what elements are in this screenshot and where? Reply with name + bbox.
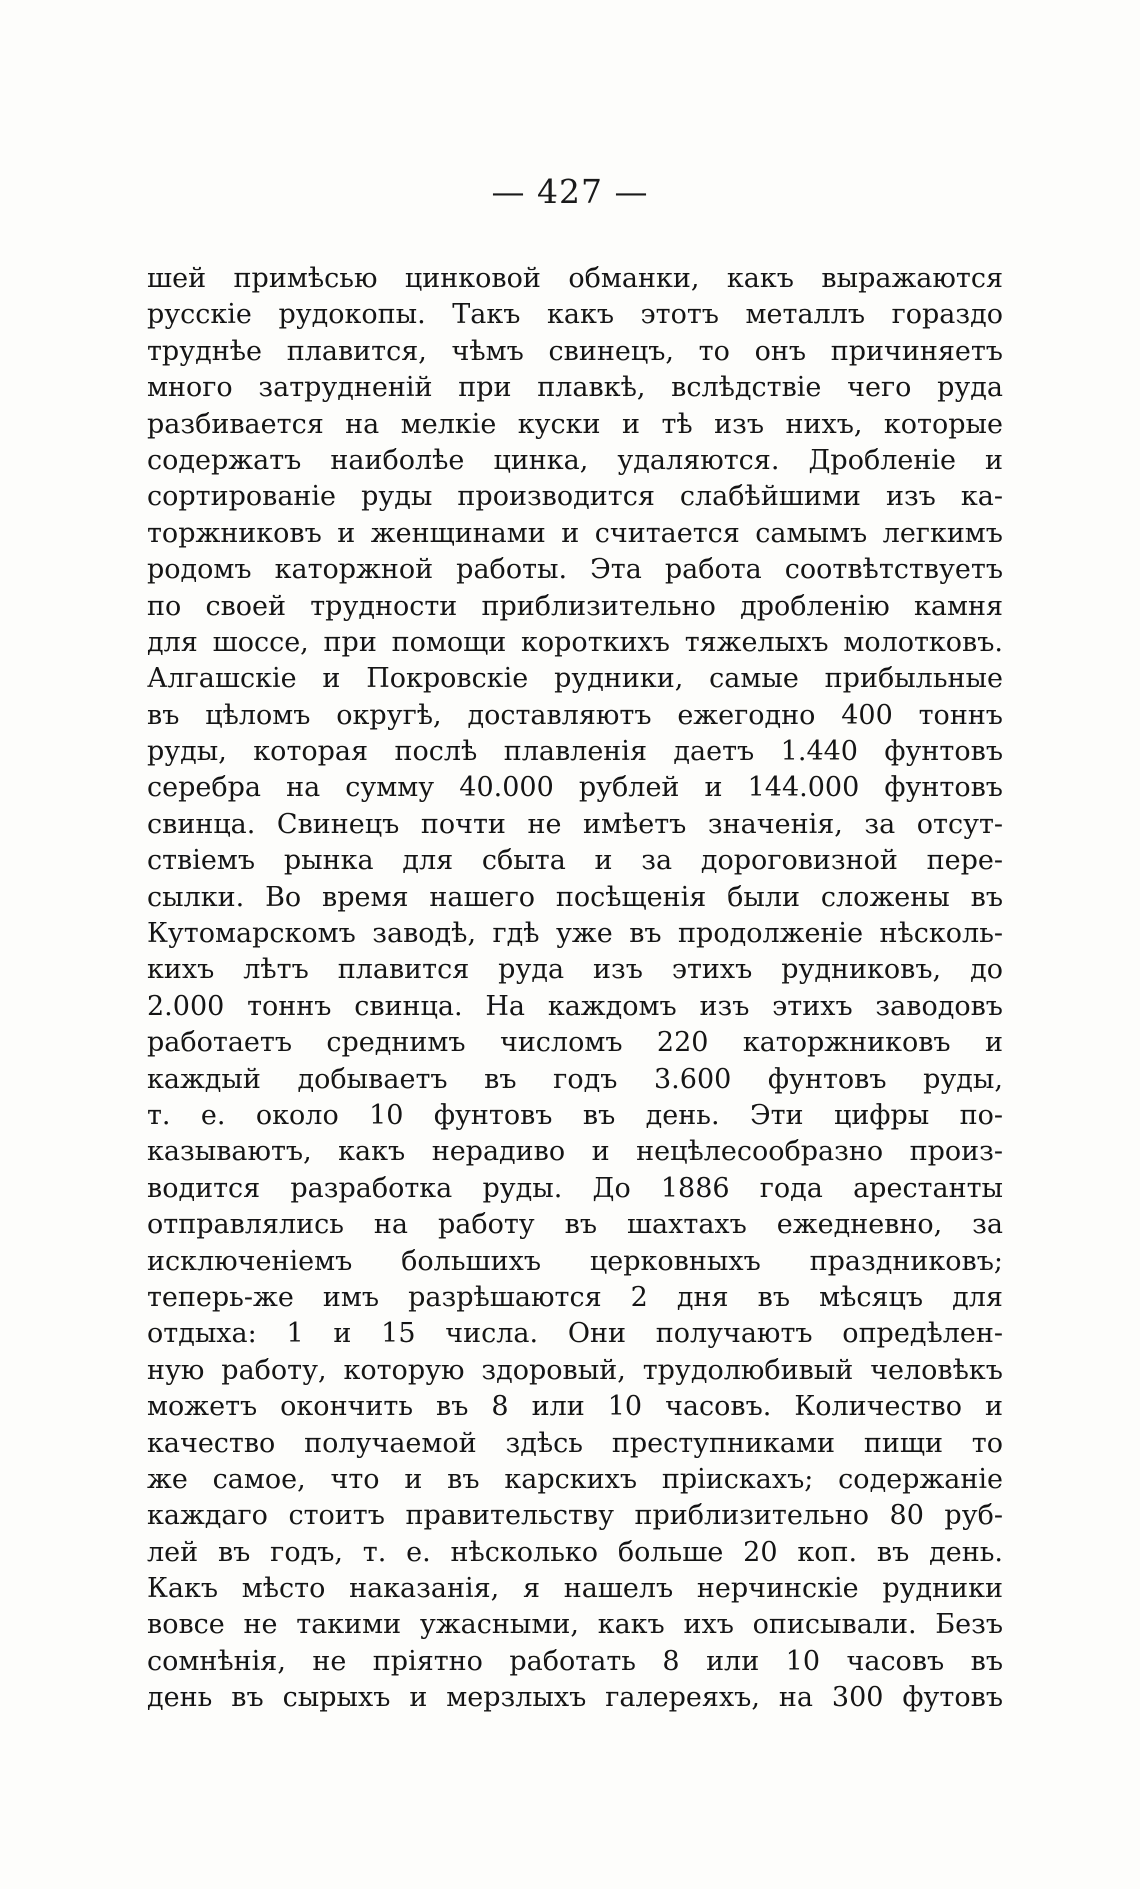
text-line: качество получаемой здѣсь преступниками пищи то [147,1427,1003,1459]
text-line: сортированіе руды производится слабѣйшими изъ ка- [147,481,1003,513]
text-line: вовсе не такими ужасными, какъ ихъ описывали. Безъ [147,1609,1003,1641]
text-line: можетъ окончить въ 8 или 10 часовъ. Количество и [147,1391,1003,1423]
text-line: русскіе рудокопы. Такъ какъ этотъ металлъ гораздо [147,299,1003,331]
text-line: много затрудненій при плавкѣ, вслѣдствіе чего руда [147,372,1003,404]
text-line: ствіемъ рынка для сбыта и за дороговизной пере- [147,845,1003,877]
text-line: день въ сырыхъ и мерзлыхъ галереяхъ, на 300 футовъ [147,1682,1003,1714]
text-line: разбивается на мелкіе куски и тѣ изъ нихъ, которые [147,408,1003,440]
text-line: 2.000 тоннъ свинца. На каждомъ изъ этихъ заводовъ [147,990,1003,1022]
text-line: шей примѣсью цинковой обманки, какъ выражаются [147,263,1003,294]
text-line: въ цѣломъ округѣ, доставляютъ ежегодно 400 тоннъ [147,699,1003,731]
text-line: водится разработка руды. До 1886 года арестанты [147,1172,1003,1204]
text-line: свинца. Свинецъ почти не имѣетъ значенія, за отсут- [147,808,1003,840]
text-line: Алгашскіе и Покровскіе рудники, самые прибыльные [147,663,1003,695]
text-line: исключеніемъ большихъ церковныхъ праздниковъ; [147,1245,1003,1277]
text-line: по своей трудности приблизительно дробленію камня [147,590,1003,622]
text-line: т. е. около 10 фунтовъ въ день. Эти цифры по- [147,1099,1003,1131]
text-line: труднѣе плавится, чѣмъ свинецъ, то онъ причиняетъ [147,335,1003,367]
text-line: сылки. Во время нашего посѣщенія были сложены въ [147,881,1003,913]
text-line: казываютъ, какъ нерадиво и нецѣлесообразно произ- [147,1136,1003,1168]
text-line: серебра на сумму 40.000 рублей и 144.000 фунтовъ [147,772,1003,804]
text-line: теперь-же имъ разрѣшаются 2 дня въ мѣсяцъ для [147,1281,1003,1313]
text-line: отправлялись на работу въ шахтахъ ежедневно, за [147,1209,1003,1241]
text-line: отдыха: 1 и 15 числа. Они получаютъ опредѣлен- [147,1318,1003,1350]
text-line: родомъ каторжной работы. Эта работа соотвѣтствуетъ [147,554,1003,586]
text-line: сомнѣнія, не пріятно работать 8 или 10 часовъ въ [147,1645,1003,1677]
text-line: Кутомарскомъ заводѣ, гдѣ уже въ продолженіе нѣсколь- [147,918,1003,950]
page-number: — 427 — [491,172,649,211]
text-line: для шоссе, при помощи короткихъ тяжелыхъ молотковъ. [147,626,1003,658]
text-line: лей въ годъ, т. е. нѣсколько больше 20 коп. въ день. [147,1536,1003,1568]
text-line: кихъ лѣтъ плавится руда изъ этихъ рудниковъ, до [147,954,1003,986]
text-line: содержатъ наиболѣе цинка, удаляются. Дробленіе и [147,444,1003,476]
text-line: каждаго стоитъ правительству приблизительно 80 руб- [147,1500,1003,1532]
text-line: каждый добываетъ въ годъ 3.600 фунтовъ руды, [147,1063,1003,1095]
body-text [147,261,1003,1717]
text-line: ную работу, которую здоровый, трудолюбивый человѣкъ [147,1354,1003,1386]
text-line: работаетъ среднимъ числомъ 220 каторжниковъ и [147,1027,1003,1059]
text-line: Какъ мѣсто наказанія, я нашелъ нерчинскіе рудники [147,1573,1003,1605]
text-line: торжниковъ и женщинами и считается самымъ легкимъ [147,517,1003,549]
text-line: руды, которая послѣ плавленія даетъ 1.440 фунтовъ [147,736,1003,768]
text-line: же самое, что и въ карскихъ пріискахъ; содержаніе [147,1463,1003,1495]
